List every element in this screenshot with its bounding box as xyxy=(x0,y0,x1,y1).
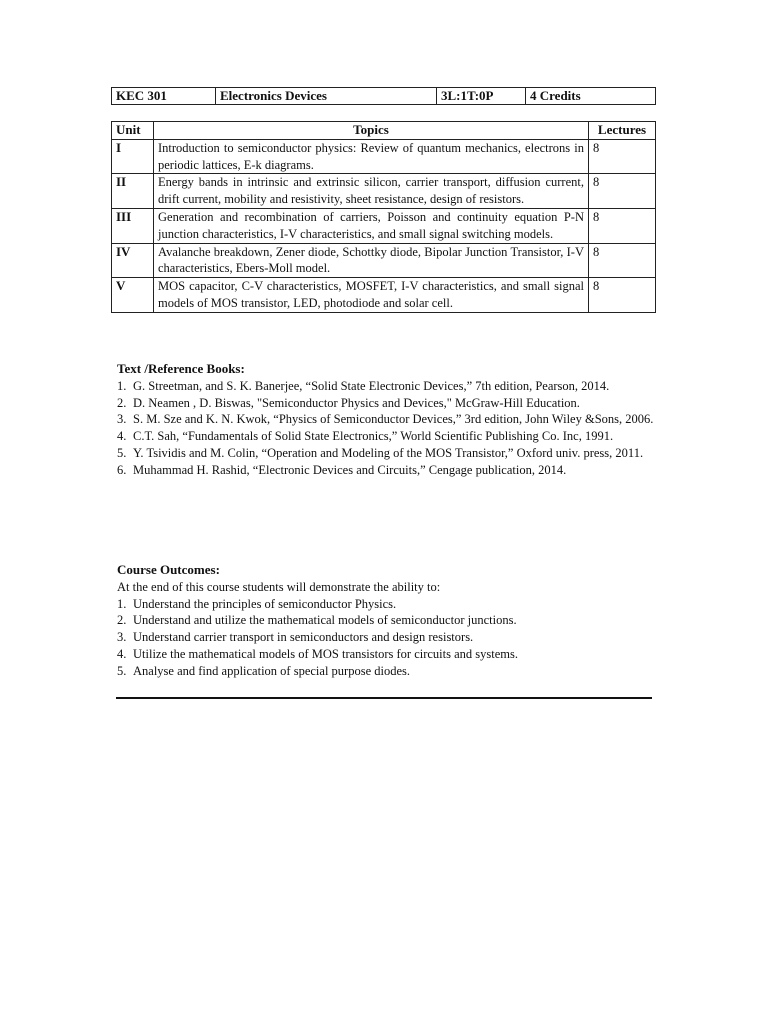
unit-topics: Energy bands in intrinsic and extrinsic silicon, carrier transport, diffusion current, drift current, mobility and resistivity, sheet resistance, design of resistors. xyxy=(154,174,589,209)
book-reference: D. Neamen , D. Biswas, "Semiconductor Physics and Devices," McGraw-Hill Education. xyxy=(133,395,580,410)
book-reference: Muhammad H. Rashid, “Electronic Devices and Circuits,” Cengage publication, 2014. xyxy=(133,462,567,477)
unit-topics: Avalanche breakdown, Zener diode, Schottky diode, Bipolar Junction Transistor, I-V characteristics, Ebers-Moll model. xyxy=(154,243,589,278)
table-row xyxy=(112,208,656,243)
list-item xyxy=(117,395,657,412)
list-item xyxy=(117,428,657,445)
unit-lectures: 8 xyxy=(589,243,656,278)
list-number: 4. xyxy=(117,429,127,444)
course-header-table xyxy=(111,87,656,105)
unit-topics: MOS capacitor, C-V characteristics, MOSFET, I-V characteristics, and small signal models of MOS transistor, LED, photodiode and solar cell. xyxy=(154,278,589,313)
topics-header: Topics xyxy=(154,122,589,140)
list-number: 5. xyxy=(117,445,127,460)
outcome-text: Understand carrier transport in semiconductors and design resistors. xyxy=(133,630,474,645)
course-ltp: 3L:1T:0P xyxy=(437,88,526,105)
outcomes-heading: Course Outcomes: xyxy=(117,562,220,577)
table-row xyxy=(112,174,656,209)
book-reference: C.T. Sah, “Fundamentals of Solid State Electronics,” World Scientific Publishing Co. Inc, 1991. xyxy=(133,429,614,444)
list-number: 1. xyxy=(117,596,127,611)
lectures-header: Lectures xyxy=(589,122,656,140)
unit-lectures: 8 xyxy=(589,278,656,313)
unit-lectures: 8 xyxy=(589,139,656,174)
outcome-text: Utilize the mathematical models of MOS transistors for circuits and systems. xyxy=(133,646,518,661)
unit-topics: Introduction to semiconductor physics: Review of quantum mechanics, electrons in periodic lattices, E-k diagrams. xyxy=(154,139,589,174)
list-number: 5. xyxy=(117,663,127,678)
unit-number: I xyxy=(112,139,154,174)
list-number: 3. xyxy=(117,630,127,645)
course-outcomes-section xyxy=(117,562,657,680)
list-item xyxy=(117,646,657,663)
book-reference: G. Streetman, and S. K. Banerjee, “Solid State Electronic Devices,” 7th edition, Pearson, 2014. xyxy=(133,378,610,393)
book-reference: Y. Tsividis and M. Colin, “Operation and Modeling of the MOS Transistor,” Oxford univ. press, 2011. xyxy=(133,445,644,460)
unit-lectures: 8 xyxy=(589,208,656,243)
list-item xyxy=(117,612,657,629)
books-list xyxy=(117,378,657,479)
outcomes-list xyxy=(117,596,657,680)
outcome-text: Understand the principles of semiconductor Physics. xyxy=(133,596,397,611)
unit-lectures: 8 xyxy=(589,174,656,209)
syllabus-table xyxy=(111,121,656,313)
outcomes-intro: At the end of this course students will demonstrate the ability to: xyxy=(117,579,441,594)
list-item xyxy=(117,378,657,395)
reference-books-section xyxy=(117,361,657,479)
books-heading: Text /Reference Books: xyxy=(117,361,245,376)
list-item xyxy=(117,411,657,428)
unit-number: II xyxy=(112,174,154,209)
unit-number: IV xyxy=(112,243,154,278)
list-item xyxy=(117,596,657,613)
table-row xyxy=(112,278,656,313)
course-title: Electronics Devices xyxy=(216,88,437,105)
list-number: 4. xyxy=(117,646,127,661)
table-row xyxy=(112,243,656,278)
course-credits: 4 Credits xyxy=(526,88,656,105)
outcome-text: Analyse and find application of special purpose diodes. xyxy=(133,663,411,678)
unit-header: Unit xyxy=(112,122,154,140)
list-item xyxy=(117,462,657,479)
horizontal-divider xyxy=(116,697,652,699)
book-reference: S. M. Sze and K. N. Kwok, “Physics of Semiconductor Devices,” 3rd edition, John Wiley &Sons, 2006. xyxy=(133,412,654,427)
list-number: 2. xyxy=(117,395,127,410)
list-number: 1. xyxy=(117,378,127,393)
unit-number: V xyxy=(112,278,154,313)
course-code: KEC 301 xyxy=(112,88,216,105)
list-item xyxy=(117,663,657,680)
list-number: 3. xyxy=(117,412,127,427)
list-number: 6. xyxy=(117,462,127,477)
outcome-text: Understand and utilize the mathematical models of semiconductor junctions. xyxy=(133,613,517,628)
unit-topics: Generation and recombination of carriers, Poisson and continuity equation P-N junction characteristics, I-V characteristics, and small signal switching models. xyxy=(154,208,589,243)
list-number: 2. xyxy=(117,613,127,628)
list-item xyxy=(117,445,657,462)
unit-number: III xyxy=(112,208,154,243)
list-item xyxy=(117,629,657,646)
table-row xyxy=(112,139,656,174)
